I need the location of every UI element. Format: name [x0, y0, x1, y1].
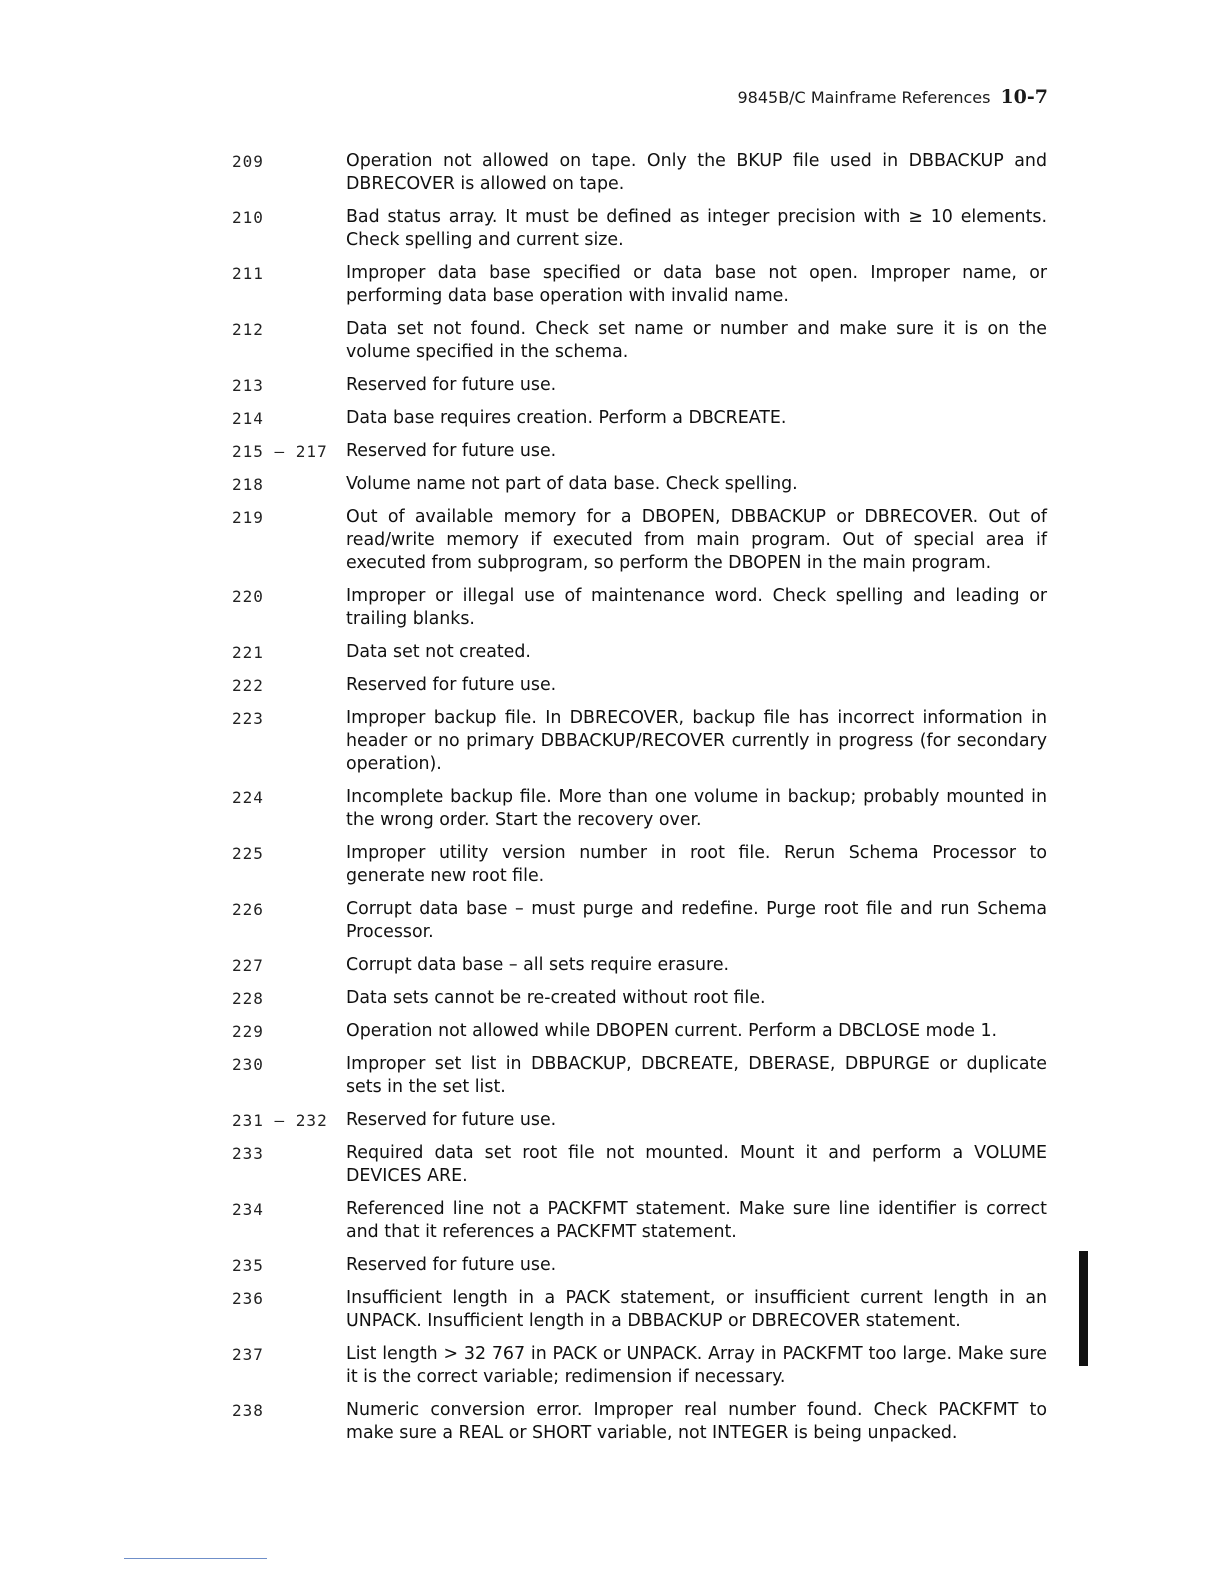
error-entry	[232, 506, 1047, 575]
error-code: 226	[232, 900, 264, 919]
error-description: Improper set list in DBBACKUP, DBCREATE, DBERASE, DBPURGE or duplicate sets in the set list.	[346, 1054, 1047, 1097]
running-header	[737, 86, 1048, 108]
error-code: 227	[232, 956, 264, 975]
error-description: Reserved for future use.	[346, 1110, 557, 1130]
error-description: Insufficient length in a PACK statement, or insufficient current length in an UNPACK. Insufficient length in a DBBACKUP or DBRECOVER statement.	[346, 1288, 1047, 1331]
error-description: Required data set root file not mounted. Mount it and perform a VOLUME DEVICES ARE.	[346, 1143, 1047, 1186]
error-entry	[232, 898, 1047, 944]
error-code: 230	[232, 1055, 264, 1074]
error-code: 238	[232, 1401, 264, 1420]
error-code: 223	[232, 709, 264, 728]
error-code: 214	[232, 409, 264, 428]
error-entry	[232, 374, 1047, 397]
error-code: 211	[232, 264, 264, 283]
error-entry	[232, 1287, 1047, 1333]
error-entry	[232, 440, 1047, 463]
error-description: Reserved for future use.	[346, 375, 557, 395]
error-entry	[232, 707, 1047, 776]
error-code: 212	[232, 320, 264, 339]
error-code: 237	[232, 1345, 264, 1364]
error-entry	[232, 473, 1047, 496]
error-description: Referenced line not a PACKFMT statement. Make sure line identifier is correct and that it references a PACKFMT statement.	[346, 1199, 1047, 1242]
error-code: 220	[232, 587, 264, 606]
error-code: 229	[232, 1022, 264, 1041]
error-description: Corrupt data base – all sets require erasure.	[346, 955, 730, 975]
error-entry	[232, 1254, 1047, 1277]
error-description: Data set not found. Check set name or number and make sure it is on the volume specified in the schema.	[346, 319, 1047, 362]
error-entry	[232, 1142, 1047, 1188]
footnote-divider	[124, 1558, 267, 1559]
error-entry	[232, 842, 1047, 888]
error-code: 210	[232, 208, 264, 227]
error-code: 218	[232, 475, 264, 494]
error-entry	[232, 407, 1047, 430]
error-entry	[232, 987, 1047, 1010]
error-entry	[232, 1198, 1047, 1244]
error-entry	[232, 954, 1047, 977]
error-code-list	[232, 150, 1047, 1455]
error-code: 233	[232, 1144, 264, 1163]
error-code: 215 – 217	[232, 442, 328, 461]
error-description: Volume name not part of data base. Check spelling.	[346, 474, 798, 494]
error-description: Incomplete backup file. More than one volume in backup; probably mounted in the wrong order. Start the recovery over.	[346, 787, 1047, 830]
error-code: 213	[232, 376, 264, 395]
error-code: 209	[232, 152, 264, 171]
error-code: 222	[232, 676, 264, 695]
error-entry	[232, 585, 1047, 631]
error-description: Operation not allowed while DBOPEN current. Perform a DBCLOSE mode 1.	[346, 1021, 998, 1041]
error-description: Operation not allowed on tape. Only the BKUP file used in DBBACKUP and DBRECOVER is allowed on tape.	[346, 151, 1047, 194]
error-description: Data sets cannot be re-created without root file.	[346, 988, 766, 1008]
error-code: 235	[232, 1256, 264, 1275]
error-entry	[232, 641, 1047, 664]
error-description: Numeric conversion error. Improper real number found. Check PACKFMT to make sure a REAL or SHORT variable, not INTEGER is being unpacked.	[346, 1400, 1047, 1443]
error-code: 228	[232, 989, 264, 1008]
error-entry	[232, 206, 1047, 252]
error-description: Improper utility version number in root file. Rerun Schema Processor to generate new root file.	[346, 843, 1047, 886]
error-entry	[232, 786, 1047, 832]
error-entry	[232, 1053, 1047, 1099]
error-description: List length > 32 767 in PACK or UNPACK. Array in PACKFMT too large. Make sure it is the correct variable; redimension if necessary.	[346, 1344, 1047, 1387]
error-entry	[232, 1399, 1047, 1445]
error-description: Reserved for future use.	[346, 675, 557, 695]
error-code: 225	[232, 844, 264, 863]
error-entry	[232, 318, 1047, 364]
error-code: 236	[232, 1289, 264, 1308]
error-description: Data base requires creation. Perform a DBCREATE.	[346, 408, 787, 428]
error-entry	[232, 150, 1047, 196]
error-code: 221	[232, 643, 264, 662]
error-entry	[232, 1343, 1047, 1389]
revision-change-bar	[1079, 1251, 1088, 1366]
error-description: Data set not created.	[346, 642, 531, 662]
error-code: 234	[232, 1200, 264, 1219]
error-code: 231 – 232	[232, 1111, 328, 1130]
error-description: Reserved for future use.	[346, 441, 557, 461]
error-entry	[232, 262, 1047, 308]
error-description: Improper or illegal use of maintenance word. Check spelling and leading or trailing blanks.	[346, 586, 1047, 629]
error-code: 219	[232, 508, 264, 527]
error-entry	[232, 1020, 1047, 1043]
error-description: Improper backup file. In DBRECOVER, backup file has incorrect information in header or no primary DBBACKUP/RECOVER currently in progress (for secondary operation).	[346, 708, 1047, 774]
error-description: Reserved for future use.	[346, 1255, 557, 1275]
error-code: 224	[232, 788, 264, 807]
header-title: 9845B/C Mainframe References	[737, 88, 991, 107]
error-entry	[232, 674, 1047, 697]
error-description: Out of available memory for a DBOPEN, DBBACKUP or DBRECOVER. Out of read/write memory if executed from main program. Out of special area if executed from subprogram, so perform the DBOPEN in the main program.	[346, 507, 1047, 573]
error-description: Bad status array. It must be defined as integer precision with ≥ 10 elements. Check spelling and current size.	[346, 207, 1047, 250]
page-number: 10-7	[1000, 86, 1048, 108]
error-description: Improper data base specified or data base not open. Improper name, or performing data base operation with invalid name.	[346, 263, 1047, 306]
error-description: Corrupt data base – must purge and redefine. Purge root file and run Schema Processor.	[346, 899, 1047, 942]
error-entry	[232, 1109, 1047, 1132]
